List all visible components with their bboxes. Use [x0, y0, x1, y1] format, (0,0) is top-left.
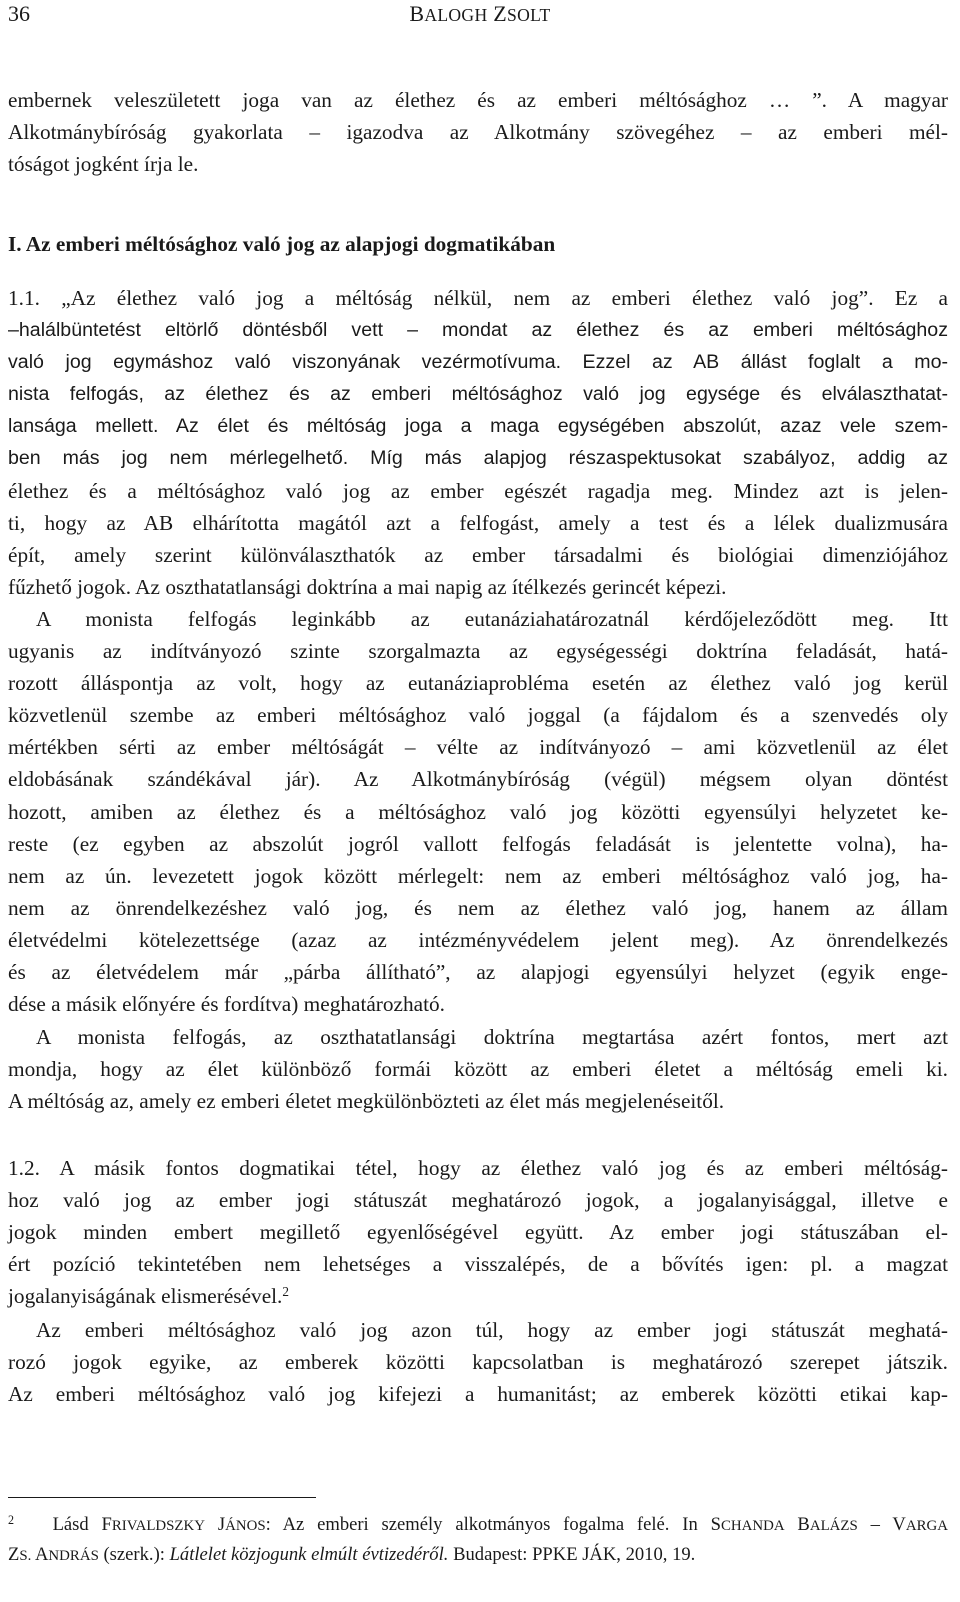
- monista-paragraph-2: [8, 1021, 948, 1117]
- section-heading-block: [8, 228, 948, 260]
- page-number: 36: [8, 1, 30, 26]
- running-head: BALOGH ZSOLT: [409, 1, 551, 26]
- text-line: nista felfogás, az élethez és az emberi méltósághoz való jog egysége és elválaszthatat-: [8, 383, 948, 406]
- text-line: fűzhető jogok. Az oszthatatlansági doktrína a mai napig az ítélkezés gerincét képezi.: [8, 574, 727, 599]
- text-line: jogok minden embert megillető egyenlőségével együtt. Az ember jogi státuszában el-: [8, 1220, 948, 1245]
- footnote-line: ZS. ANDRÁS (szerk.): Látlelet közjogunk elmúlt évtizedéről. Budapest: PPKE JÁK, 2010, 19.: [8, 1544, 696, 1565]
- last-paragraph: [8, 1314, 948, 1410]
- text-line: A méltóság az, amely ez emberi életet megkülönbözteti az élet más megjelenéseitől.: [8, 1089, 725, 1114]
- text-line: 1.2. A másik fontos dogmatikai tétel, hogy az élethez való jog és az emberi méltóság-: [8, 1156, 948, 1180]
- text-line: Az emberi méltósághoz való jog kifejezi a humanitást; az emberek közötti etikai kap-: [8, 1382, 948, 1407]
- text-line: hozott, amiben az élethez és a méltósághoz való jog közötti egyensúlyi helyzetet ke-: [8, 799, 948, 824]
- text-line: eldobásának szándékával jár). Az Alkotmánybíróság (végül) mégsem olyan döntést: [8, 767, 948, 792]
- text-line: ért pozíció tekintetében nem lehetséges a visszalépés, de a bővítés igen: pl. a magzat: [8, 1252, 948, 1277]
- text-line: és az életvédelem már „párba állítható”, az alapjogi egyensúlyi helyzet (egyik enge-: [8, 960, 948, 985]
- text-line: ti, hogy az AB elhárította magától azt a felfogást, amely a test és a lélek dualizmusára: [8, 510, 948, 535]
- footnote-divider: [8, 1497, 316, 1498]
- intro-paragraph: [8, 84, 948, 180]
- text-line: Az emberi méltósághoz való jog azon túl, hogy az ember jogi státuszát meghatá-: [36, 1318, 948, 1342]
- text-line: mondja, hogy az élet különböző formái között az emberi életet a méltóság emeli ki.: [8, 1057, 948, 1082]
- section-heading: I. Az emberi méltósághoz való jog az alapjogi dogmatikában: [8, 232, 556, 256]
- text-line: lansága mellett. Az élet és méltóság joga a maga egységében abszolút, azaz vele szem-: [8, 415, 948, 438]
- text-line: nem az önrendelkezéshez való jog, és nem az élethez való jog, hanem az állam: [8, 895, 948, 920]
- footnote-line: $^2$ Lásd FRIVALDSZKY JÁNOS: Az emberi személy alkotmányos fogalma felé. In SCHANDA BALÁZS – VARGA: [8, 1512, 948, 1535]
- text-line: való jog egymáshoz való viszonyának vezérmotívuma. Ezzel az AB állást foglalt a mo-: [8, 351, 948, 374]
- text-line: jogalanyiságának elismerésével.$^2$: [8, 1284, 289, 1309]
- footnote-mark: 2: [8, 1512, 15, 1527]
- cited-title: Látlelet közjogunk elmúlt évtizedéről.: [169, 1544, 449, 1565]
- section-1-1-paragraph: [8, 282, 948, 603]
- text-line: hoz való jog az ember jogi státuszát meghatározó jogok, a jogalanyisággal, illetve e: [8, 1188, 948, 1213]
- text-line: embernek veleszületett joga van az élethez és az emberi méltósághoz … ”. A magyar: [8, 88, 948, 112]
- text-line: mértékben sérti az ember méltóságát – vélte az indítványozó – ami közvetlenül az élet: [8, 735, 948, 760]
- text-line: –halálbüntetést eltörlő döntésből vett – mondat az élethez és az emberi méltósághoz: [8, 319, 948, 342]
- section-1-2-paragraph: [8, 1152, 948, 1312]
- text-line: élethez és a méltósághoz való jog az ember egészét ragadja meg. Mindez azt is jelen-: [8, 478, 948, 503]
- text-line: rozó jogok egyike, az emberek közötti kapcsolatban is meghatározó szerepet játszik.: [8, 1350, 948, 1375]
- text-line: ugyanis az indítványozó szinte szorgalmazta az egységességi doktrína feladását, hatá-: [8, 639, 948, 664]
- text-line: nem az ún. levezetett jogok között mérlegelt: nem az emberi méltósághoz való jog, ha-: [8, 863, 948, 888]
- text-line: épít, amely szerint különválaszthatók az ember társadalmi és biológiai dimenziójához: [8, 542, 948, 567]
- text-line: ben más jog nem mérlegelhető. Míg más alapjog részaspektusokat szabályoz, addig az: [8, 447, 948, 470]
- text-line: A monista felfogás, az oszthatatlansági doktrína megtartása azért fontos, mert azt: [36, 1025, 948, 1049]
- footnote: [8, 1510, 948, 1570]
- text-line: közvetlenül szembe az emberi méltósághoz való joggal (a fájdalom és a szenvedés oly: [8, 703, 948, 728]
- footnote-reference[interactable]: 2: [282, 1284, 289, 1300]
- monista-paragraph: [8, 603, 948, 1020]
- text-line: életvédelmi kötelezettsége (azaz az intézményvédelem jelent meg). Az önrendelkezés: [8, 927, 948, 952]
- text-line: dése a másik előnyére és fordítva) meghatározható.: [8, 992, 445, 1017]
- text-line: rozott álláspontja az volt, hogy az eutanáziaprobléma esetén az élethez való jog kerül: [8, 671, 948, 696]
- text-line: A monista felfogás leginkább az eutanáziahatározatnál kérdőjeleződött meg. Itt: [36, 607, 948, 631]
- text-line: 1.1. „Az élethez való jog a méltóság nélkül, nem az emberi élethez való jog”. Ez a: [8, 286, 948, 310]
- text-line: reste (ez egyben az abszolút jogról vallott felfogás feladását is jelentette volna), ha-: [8, 831, 948, 856]
- text-line: Alkotmánybíróság gyakorlata – igazodva az Alkotmány szövegéhez – az emberi mél-: [8, 120, 948, 145]
- text-line: tóságot jogként írja le.: [8, 152, 199, 177]
- page-header: [0, 0, 960, 40]
